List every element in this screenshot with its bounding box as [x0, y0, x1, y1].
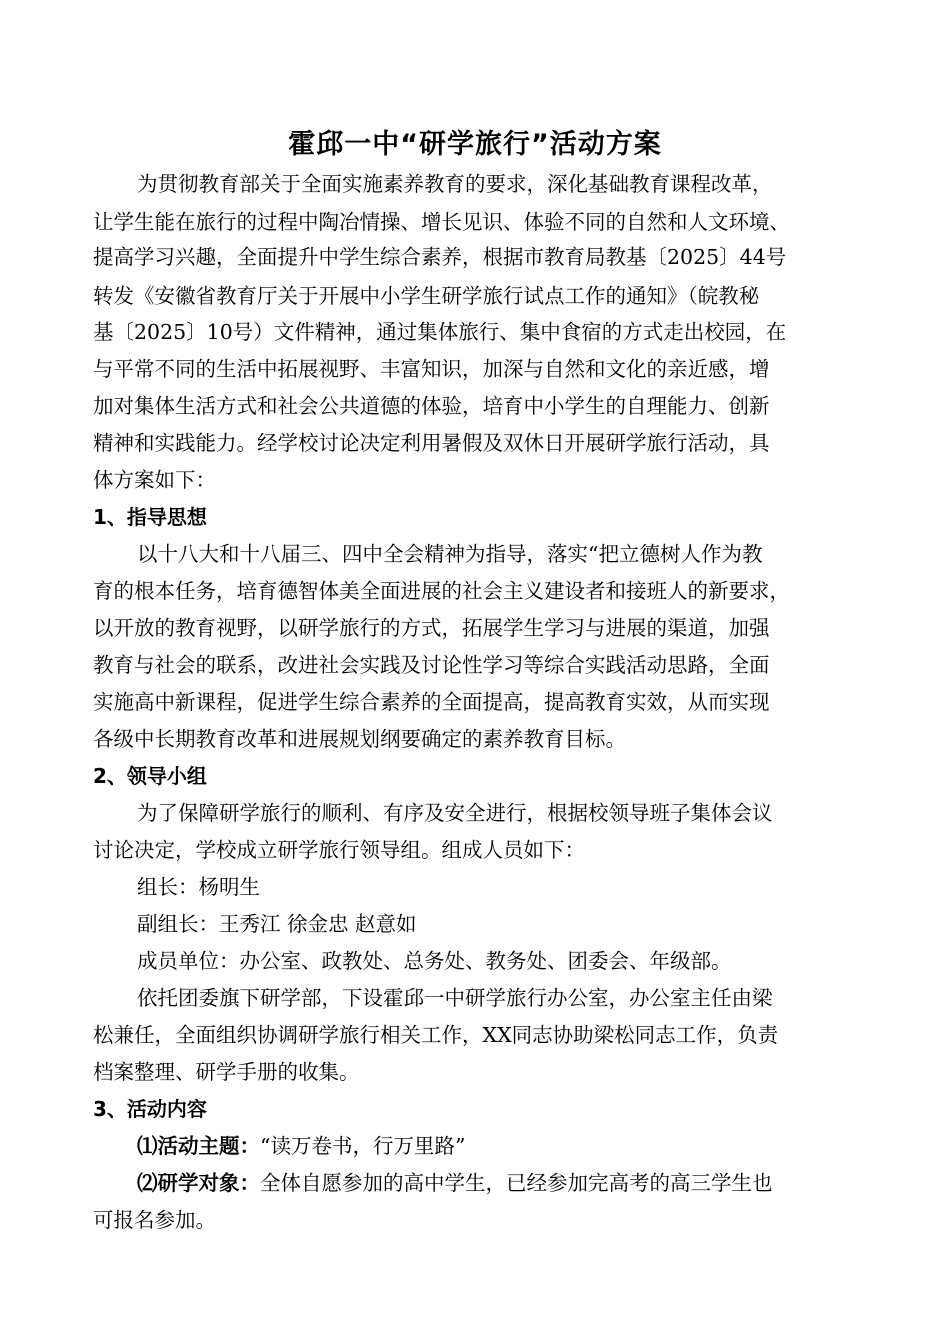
intro-line: 基〔2025〕10号）文件精神，通过集体旅行、集中食宿的方式走出校园，在	[93, 320, 787, 344]
section2-line: 为了保障研学旅行的顺利、有序及安全进行，根据校领导班子集体会议	[137, 801, 773, 825]
study-participants	[137, 1169, 773, 1197]
activity-theme	[137, 1132, 465, 1160]
intro-line: 与平常不同的生活中拓展视野、丰富知识，加深与自然和文化的亲近感，增	[93, 357, 770, 381]
activity-theme-label: ⑴活动主题：	[137, 1134, 260, 1158]
intro-line: 转发《安徽省教育厅关于开展中小学生研学旅行试点工作的通知》（皖教秘	[93, 284, 760, 308]
section-heading-guiding-thought: 1、指导思想	[93, 505, 207, 529]
section2-line: 讨论决定，学校成立研学旅行领导组。组成人员如下：	[93, 838, 585, 862]
section1-line: 教育与社会的联系，改进社会实践及讨论性学习等综合实践活动思路，全面	[93, 653, 770, 677]
deputy-leaders: 副组长：王秀江 徐金忠 赵意如	[137, 912, 417, 936]
study-participants-label: ⑵研学对象：	[137, 1171, 260, 1195]
intro-line: 加对集体生活方式和社会公共道德的体验，培育中小学生的自理能力、创新	[93, 394, 770, 418]
section2-line: 松兼任，全面组织协调研学旅行相关工作，XX同志协助梁松同志工作，负责	[93, 1023, 779, 1047]
study-participants-text: 全体自愿参加的高中学生，已经参加完高考的高三学生也	[260, 1171, 773, 1195]
section2-line: 依托团委旗下研学部，下设霍邱一中研学旅行办公室，办公室主任由梁	[137, 986, 773, 1010]
section1-line: 各级中长期教育改革和进展规划纲要确定的素养教育目标。	[93, 727, 626, 751]
document-title: 霍邱一中“研学旅行”活动方案	[288, 129, 662, 160]
intro-line: 为贯彻教育部关于全面实施素养教育的要求，深化基础教育课程改革，	[137, 172, 773, 196]
intro-line: 精神和实践能力。经学校讨论决定利用暑假及双休日开展研学旅行活动，具	[93, 431, 770, 455]
member-units: 成员单位：办公室、政教处、总务处、教务处、团委会、年级部。	[137, 949, 732, 973]
section1-line: 实施高中新课程，促进学生综合素养的全面提高，提高教育实效，从而实现	[93, 690, 770, 714]
intro-line: 让学生能在旅行的过程中陶冶情操、增长见识、体验不同的自然和人文环境、	[93, 210, 790, 234]
section-heading-activity-content: 3、活动内容	[93, 1097, 207, 1121]
section1-line: 育的根本任务，培育德智体美全面进展的社会主义建设者和接班人的新要求，	[93, 579, 790, 603]
section1-line: 以开放的教育视野，以研学旅行的方式，拓展学生学习与进展的渠道，加强	[93, 616, 770, 640]
intro-line: 体方案如下：	[93, 468, 216, 492]
section-heading-leadership-group: 2、领导小组	[93, 764, 207, 788]
intro-line: 提高学习兴趣，全面提升中学生综合素养，根据市教育局教基〔2025〕44号	[93, 245, 787, 269]
group-leader: 组长：杨明生	[137, 875, 260, 899]
study-participants-cont: 可报名参加。	[93, 1208, 216, 1232]
section1-line: 以十八大和十八届三、四中全会精神为指导，落实“把立德树人作为教	[137, 542, 763, 566]
activity-theme-text: “读万卷书，行万里路”	[260, 1134, 466, 1158]
section2-line: 档案整理、研学手册的收集。	[93, 1060, 360, 1084]
